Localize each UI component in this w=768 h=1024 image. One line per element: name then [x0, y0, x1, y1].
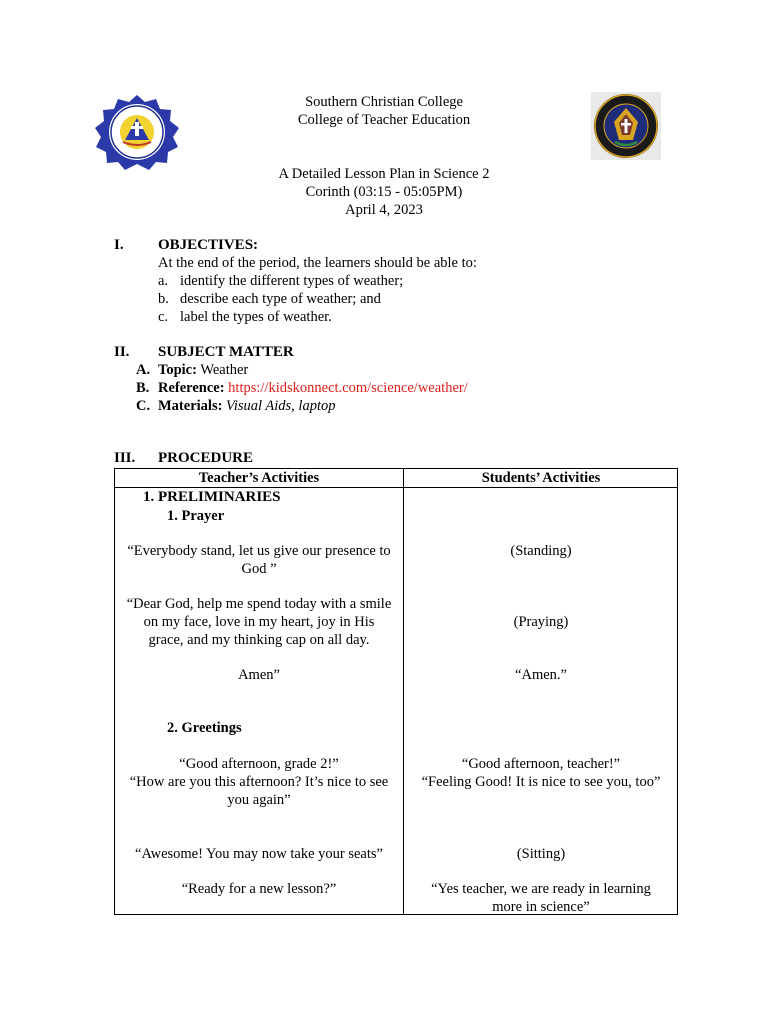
- teacher-line: you again”: [227, 792, 291, 808]
- students-activities-header: Students’ Activities: [481, 470, 601, 486]
- teacher-activities-header: Teacher’s Activities: [198, 470, 320, 486]
- teacher-line: God ”: [241, 561, 277, 577]
- section-time: Corinth (03:15 - 05:05PM): [305, 184, 463, 200]
- topic-line: A. Topic: Weather: [136, 362, 249, 378]
- preliminaries-heading: 1. PRELIMINARIES: [143, 489, 281, 505]
- teacher-line: “How are you this afternoon? It’s nice to see: [129, 774, 389, 790]
- teacher-line: “Awesome! You may now take your seats”: [135, 846, 383, 862]
- objective-item: a. identify the different types of weather;: [158, 273, 404, 289]
- objectives-heading: I. OBJECTIVES:: [114, 237, 259, 253]
- teacher-line: Amen”: [238, 667, 280, 683]
- teacher-line: grace, and my thinking cap on all day.: [148, 632, 370, 648]
- objective-item: b. describe each type of weather; and: [158, 291, 381, 307]
- teacher-line: “Good afternoon, grade 2!”: [179, 756, 339, 772]
- student-line: (Sitting): [516, 846, 566, 862]
- teacher-line: “Ready for a new lesson?”: [181, 881, 337, 897]
- document-header: [0, 93, 768, 129]
- student-line: (Praying): [513, 614, 569, 630]
- student-line: (Standing): [510, 543, 572, 559]
- objective-item: c. label the types of weather.: [158, 309, 332, 325]
- student-line: more in science”: [492, 899, 590, 915]
- school-name: Southern Christian College: [305, 94, 463, 110]
- teacher-line: “Everybody stand, let us give our presence to: [127, 543, 391, 559]
- greetings-heading: 2. Greetings: [167, 720, 242, 736]
- teacher-line: on my face, love in my heart, joy in His: [143, 614, 375, 630]
- lesson-plan-title: A Detailed Lesson Plan in Science 2: [278, 166, 490, 182]
- lesson-date: April 4, 2023: [345, 202, 423, 218]
- prayer-heading: 1. Prayer: [167, 508, 225, 524]
- materials-line: C. Materials: Visual Aids, laptop: [136, 398, 336, 414]
- procedure-heading: III. PROCEDURE: [114, 450, 254, 466]
- student-line: “Amen.”: [515, 667, 567, 683]
- lesson-plan-info: [0, 165, 768, 219]
- reference-link[interactable]: https://kidskonnect.com/science/weather/: [224, 380, 468, 396]
- college-name: College of Teacher Education: [297, 112, 471, 128]
- student-line: “Yes teacher, we are ready in learning: [431, 881, 651, 897]
- student-line: “Good afternoon, teacher!”: [461, 756, 621, 772]
- objectives-intro: At the end of the period, the learners should be able to:: [158, 255, 477, 271]
- subject-matter-heading: II. SUBJECT MATTER: [114, 344, 294, 360]
- reference-line: B. Reference: https://kidskonnect.com/science/weather/: [136, 380, 468, 396]
- student-line: “Feeling Good! It is nice to see you, too”: [421, 774, 661, 790]
- procedure-table: [114, 468, 678, 915]
- teacher-line: “Dear God, help me spend today with a smile: [126, 596, 392, 612]
